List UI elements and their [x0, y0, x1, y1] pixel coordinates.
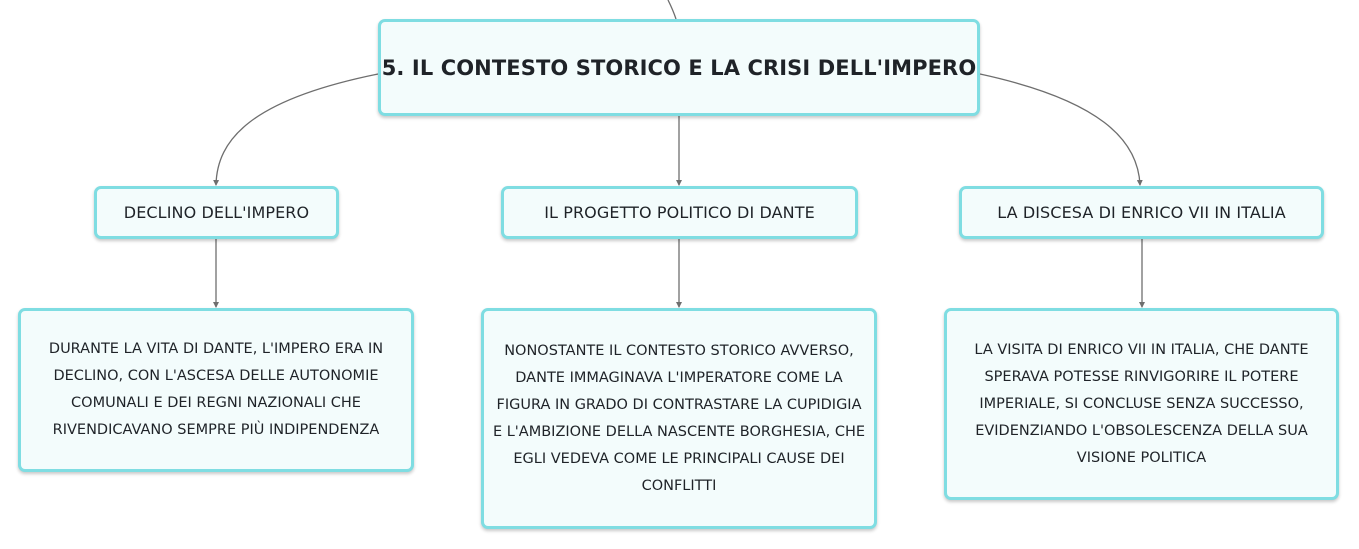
- central-topic-node[interactable]: [378, 19, 980, 116]
- topic-node-progetto-politico[interactable]: [501, 186, 858, 239]
- connector-root-to-declino: [216, 74, 378, 185]
- connector-root-to-enrico: [980, 74, 1140, 185]
- detail-node-discesa-enrico-vii[interactable]: [944, 308, 1339, 500]
- detail-node-progetto-politico[interactable]: [481, 308, 877, 529]
- connector-parent-to-root: [668, 0, 676, 19]
- topic-node-discesa-enrico-vii[interactable]: [959, 186, 1324, 239]
- topic-label: LA DISCESA DI ENRICO VII IN ITALIA: [997, 203, 1286, 222]
- detail-text: DURANTE LA VITA DI DANTE, L'IMPERO ERA IN DECLINO, CON L'ASCESA DELLE AUTONOMIE COMUNALI E DEI REGNI NAZIONALI CHE RIVENDICAVANO SEMPRE PIÙ INDIPENDENZA: [48, 341, 384, 438]
- topic-label: IL PROGETTO POLITICO DI DANTE: [544, 203, 815, 222]
- topic-node-declino-impero[interactable]: [94, 186, 339, 239]
- topic-label: DECLINO DELL'IMPERO: [123, 203, 310, 222]
- detail-text: NONOSTANTE IL CONTESTO STORICO AVVERSO, DANTE IMMAGINAVA L'IMPERATORE COME LA FIGURA IN GRADO DI CONTRASTARE LA CUPIDIGIA E L'AMBIZIONE DELLA NASCENTE BORGHESIA, CHE EGLI VEDEVA COME LE PRINCIPALI CAUSE DEI CONFLITTI: [492, 342, 866, 494]
- central-topic-label: 5. IL CONTESTO STORICO E LA CRISI DELL'IMPERO: [381, 55, 977, 80]
- detail-node-declino-impero[interactable]: [18, 308, 414, 472]
- detail-text: LA VISITA DI ENRICO VII IN ITALIA, CHE DANTE SPERAVA POTESSE RINVIGORIRE IL POTERE IMPERIALE, SI CONCLUSE SENZA SUCCESSO, EVIDENZIANDO L'OBSOLESCENZA DELLA SUA VISIONE POLITICA: [974, 341, 1309, 466]
